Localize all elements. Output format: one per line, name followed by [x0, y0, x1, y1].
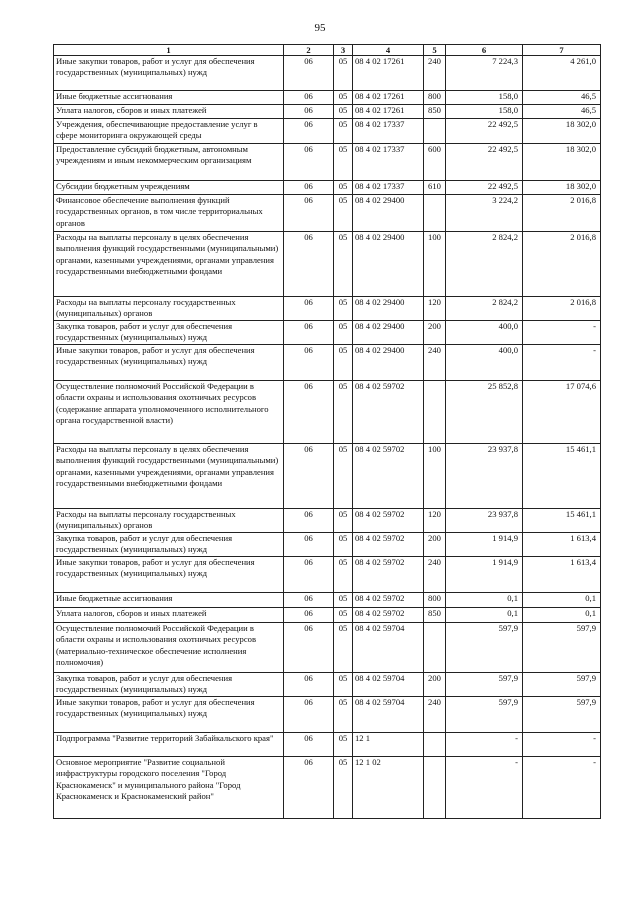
row-section: 06	[284, 557, 334, 593]
row-name: Осуществление полномочий Российской Федерации в области охраны и использования охотничьих ресурсов (материально-техническое обеспечение исполнения полномочия)	[54, 623, 284, 673]
table-row	[54, 381, 601, 444]
row-expense-type: 240	[424, 557, 446, 593]
row-expense-type: 850	[424, 105, 446, 119]
row-name: Иные бюджетные ассигнования	[54, 593, 284, 608]
row-name: Иные закупки товаров, работ и услуг для обеспечения государственных (муниципальных) нужд	[54, 56, 284, 91]
table-row	[54, 593, 601, 608]
row-section: 06	[284, 673, 334, 697]
row-amount-1: 597,9	[446, 673, 523, 697]
row-expense-type: 100	[424, 444, 446, 509]
row-name: Учреждения, обеспечивающие предоставление услуг в сфере мониторинга окружающей среды	[54, 119, 284, 144]
row-amount-2: 46,5	[523, 105, 601, 119]
row-target-code: 08 4 02 59702	[353, 533, 424, 557]
row-amount-1: 23 937,8	[446, 509, 523, 533]
row-name: Подпрограмма "Развитие территорий Забайкальского края"	[54, 733, 284, 757]
row-amount-1: -	[446, 757, 523, 819]
row-amount-2: 2 016,8	[523, 232, 601, 297]
row-target-code: 08 4 02 59702	[353, 381, 424, 444]
table-row	[54, 444, 601, 509]
table-row	[54, 297, 601, 321]
row-expense-type: 800	[424, 91, 446, 105]
row-expense-type	[424, 733, 446, 757]
row-subsection: 05	[334, 623, 353, 673]
row-expense-type: 610	[424, 181, 446, 195]
row-expense-type: 120	[424, 297, 446, 321]
row-expense-type	[424, 623, 446, 673]
row-subsection: 05	[334, 673, 353, 697]
budget-table	[53, 44, 601, 819]
row-target-code: 12 1	[353, 733, 424, 757]
row-expense-type	[424, 195, 446, 232]
row-expense-type: 100	[424, 232, 446, 297]
row-subsection: 05	[334, 91, 353, 105]
table-row	[54, 757, 601, 819]
row-subsection: 05	[334, 608, 353, 623]
row-target-code: 08 4 02 17337	[353, 119, 424, 144]
row-expense-type	[424, 381, 446, 444]
row-expense-type: 200	[424, 321, 446, 345]
row-amount-2: 0,1	[523, 608, 601, 623]
row-section: 06	[284, 733, 334, 757]
row-subsection: 05	[334, 181, 353, 195]
row-expense-type	[424, 757, 446, 819]
row-amount-2: 46,5	[523, 91, 601, 105]
row-target-code: 08 4 02 29400	[353, 232, 424, 297]
row-subsection: 05	[334, 345, 353, 381]
row-name: Осуществление полномочий Российской Федерации в области охраны и использования охотничьих ресурсов (содержание аппарата уполномоченного исполнительного органа государственной власти)	[54, 381, 284, 444]
table-row	[54, 181, 601, 195]
header-row	[54, 45, 601, 56]
row-name: Закупка товаров, работ и услуг для обеспечения государственных (муниципальных) нужд	[54, 673, 284, 697]
row-name: Закупка товаров, работ и услуг для обеспечения государственных (муниципальных) нужд	[54, 533, 284, 557]
row-expense-type: 240	[424, 345, 446, 381]
row-section: 06	[284, 509, 334, 533]
row-amount-1: 7 224,3	[446, 56, 523, 91]
row-amount-1: 25 852,8	[446, 381, 523, 444]
row-amount-1: -	[446, 733, 523, 757]
row-target-code: 08 4 02 59702	[353, 444, 424, 509]
row-section: 06	[284, 381, 334, 444]
row-amount-2: 15 461,1	[523, 509, 601, 533]
row-name: Субсидии бюджетным учреждениям	[54, 181, 284, 195]
row-amount-2: 2 016,8	[523, 195, 601, 232]
col-header-7: 7	[523, 45, 601, 56]
row-amount-2: -	[523, 321, 601, 345]
row-amount-2: 18 302,0	[523, 144, 601, 181]
col-header-3: 3	[334, 45, 353, 56]
row-amount-1: 22 492,5	[446, 181, 523, 195]
row-target-code: 08 4 02 29400	[353, 297, 424, 321]
table-row	[54, 697, 601, 733]
row-section: 06	[284, 91, 334, 105]
table-row	[54, 623, 601, 673]
table-row	[54, 105, 601, 119]
row-section: 06	[284, 444, 334, 509]
row-name: Иные закупки товаров, работ и услуг для обеспечения государственных (муниципальных) нужд	[54, 697, 284, 733]
row-section: 06	[284, 757, 334, 819]
table-row	[54, 56, 601, 91]
row-subsection: 05	[334, 195, 353, 232]
row-amount-2: 0,1	[523, 593, 601, 608]
row-section: 06	[284, 119, 334, 144]
row-amount-1: 1 914,9	[446, 533, 523, 557]
row-expense-type: 120	[424, 509, 446, 533]
table-row	[54, 608, 601, 623]
row-subsection: 05	[334, 381, 353, 444]
row-amount-1: 400,0	[446, 321, 523, 345]
row-amount-2: -	[523, 345, 601, 381]
row-name: Уплата налогов, сборов и иных платежей	[54, 105, 284, 119]
row-subsection: 05	[334, 105, 353, 119]
row-amount-2: 18 302,0	[523, 181, 601, 195]
row-subsection: 05	[334, 509, 353, 533]
row-name: Расходы на выплаты персоналу государственных (муниципальных) органов	[54, 297, 284, 321]
row-subsection: 05	[334, 321, 353, 345]
row-amount-1: 3 224,2	[446, 195, 523, 232]
row-target-code: 08 4 02 29400	[353, 321, 424, 345]
row-subsection: 05	[334, 119, 353, 144]
table-row	[54, 321, 601, 345]
row-amount-1: 597,9	[446, 697, 523, 733]
row-target-code: 08 4 02 17261	[353, 105, 424, 119]
table-row	[54, 557, 601, 593]
table-row	[54, 533, 601, 557]
row-section: 06	[284, 232, 334, 297]
row-expense-type: 850	[424, 608, 446, 623]
row-amount-1: 2 824,2	[446, 297, 523, 321]
row-amount-1: 0,1	[446, 593, 523, 608]
col-header-1: 1	[54, 45, 284, 56]
row-amount-1: 0,1	[446, 608, 523, 623]
row-amount-2: 18 302,0	[523, 119, 601, 144]
row-target-code: 08 4 02 29400	[353, 345, 424, 381]
row-name: Расходы на выплаты персоналу в целях обеспечения выполнения функций государственными (муниципальными) органами, казенными учреждениями, органами управления государственными внебюджетными фондами	[54, 444, 284, 509]
row-amount-2: 597,9	[523, 697, 601, 733]
row-name: Иные закупки товаров, работ и услуг для обеспечения государственных (муниципальных) нужд	[54, 557, 284, 593]
row-section: 06	[284, 608, 334, 623]
row-expense-type: 800	[424, 593, 446, 608]
row-section: 06	[284, 195, 334, 232]
table-row	[54, 345, 601, 381]
row-amount-1: 1 914,9	[446, 557, 523, 593]
col-header-4: 4	[353, 45, 424, 56]
row-target-code: 08 4 02 59702	[353, 509, 424, 533]
row-name: Расходы на выплаты персоналу государственных (муниципальных) органов	[54, 509, 284, 533]
row-amount-1: 597,9	[446, 623, 523, 673]
row-subsection: 05	[334, 56, 353, 91]
row-subsection: 05	[334, 757, 353, 819]
row-target-code: 08 4 02 59702	[353, 593, 424, 608]
row-amount-1: 22 492,5	[446, 144, 523, 181]
page-number: 95	[314, 22, 326, 34]
row-amount-2: 15 461,1	[523, 444, 601, 509]
row-expense-type: 240	[424, 697, 446, 733]
row-amount-1: 400,0	[446, 345, 523, 381]
table-row	[54, 119, 601, 144]
row-section: 06	[284, 321, 334, 345]
row-amount-2: 17 074,6	[523, 381, 601, 444]
table-row	[54, 232, 601, 297]
row-target-code: 08 4 02 29400	[353, 195, 424, 232]
row-section: 06	[284, 56, 334, 91]
row-amount-1: 158,0	[446, 105, 523, 119]
table-row	[54, 144, 601, 181]
row-subsection: 05	[334, 232, 353, 297]
row-amount-2: 1 613,4	[523, 557, 601, 593]
row-amount-1: 2 824,2	[446, 232, 523, 297]
row-expense-type	[424, 119, 446, 144]
table-body	[54, 56, 601, 819]
row-amount-1: 158,0	[446, 91, 523, 105]
row-subsection: 05	[334, 144, 353, 181]
row-subsection: 05	[334, 533, 353, 557]
row-section: 06	[284, 144, 334, 181]
col-header-5: 5	[424, 45, 446, 56]
row-target-code: 08 4 02 59704	[353, 697, 424, 733]
col-header-2: 2	[284, 45, 334, 56]
row-target-code: 08 4 02 59704	[353, 673, 424, 697]
row-amount-2: -	[523, 757, 601, 819]
row-target-code: 08 4 02 17337	[353, 181, 424, 195]
row-subsection: 05	[334, 557, 353, 593]
row-subsection: 05	[334, 444, 353, 509]
row-amount-2: 4 261,0	[523, 56, 601, 91]
row-amount-1: 23 937,8	[446, 444, 523, 509]
row-section: 06	[284, 345, 334, 381]
row-target-code: 12 1 02	[353, 757, 424, 819]
row-section: 06	[284, 297, 334, 321]
row-amount-2: 1 613,4	[523, 533, 601, 557]
table-row	[54, 195, 601, 232]
row-target-code: 08 4 02 17261	[353, 56, 424, 91]
row-section: 06	[284, 105, 334, 119]
row-amount-2: 597,9	[523, 673, 601, 697]
row-target-code: 08 4 02 59702	[353, 608, 424, 623]
table-row	[54, 91, 601, 105]
row-name: Предоставление субсидий бюджетным, автономным учреждениям и иным некоммерческим организациям	[54, 144, 284, 181]
table-row	[54, 733, 601, 757]
row-name: Финансовое обеспечение выполнения функций государственных органов, в том числе территориальных органов	[54, 195, 284, 232]
row-amount-1: 22 492,5	[446, 119, 523, 144]
row-section: 06	[284, 593, 334, 608]
row-target-code: 08 4 02 59702	[353, 557, 424, 593]
row-name: Иные бюджетные ассигнования	[54, 91, 284, 105]
table-row	[54, 673, 601, 697]
row-expense-type: 200	[424, 533, 446, 557]
row-subsection: 05	[334, 297, 353, 321]
row-subsection: 05	[334, 733, 353, 757]
row-amount-2: -	[523, 733, 601, 757]
row-target-code: 08 4 02 17261	[353, 91, 424, 105]
row-expense-type: 200	[424, 673, 446, 697]
row-expense-type: 600	[424, 144, 446, 181]
row-subsection: 05	[334, 593, 353, 608]
row-name: Уплата налогов, сборов и иных платежей	[54, 608, 284, 623]
table-row	[54, 509, 601, 533]
row-name: Основное мероприятие "Развитие социальной инфраструктуры городского поселения "Город Краснокаменск" и муниципального района "Город Краснокаменск и Краснокаменский район"	[54, 757, 284, 819]
row-subsection: 05	[334, 697, 353, 733]
row-amount-2: 2 016,8	[523, 297, 601, 321]
row-name: Расходы на выплаты персоналу в целях обеспечения выполнения функций государственными (муниципальными) органами, казенными учреждениями, органами управления государственными внебюджетными фондами	[54, 232, 284, 297]
row-target-code: 08 4 02 17337	[353, 144, 424, 181]
row-section: 06	[284, 623, 334, 673]
row-section: 06	[284, 533, 334, 557]
row-name: Закупка товаров, работ и услуг для обеспечения государственных (муниципальных) нужд	[54, 321, 284, 345]
row-section: 06	[284, 697, 334, 733]
row-target-code: 08 4 02 59704	[353, 623, 424, 673]
col-header-6: 6	[446, 45, 523, 56]
row-amount-2: 597,9	[523, 623, 601, 673]
row-expense-type: 240	[424, 56, 446, 91]
row-name: Иные закупки товаров, работ и услуг для обеспечения государственных (муниципальных) нужд	[54, 345, 284, 381]
row-section: 06	[284, 181, 334, 195]
